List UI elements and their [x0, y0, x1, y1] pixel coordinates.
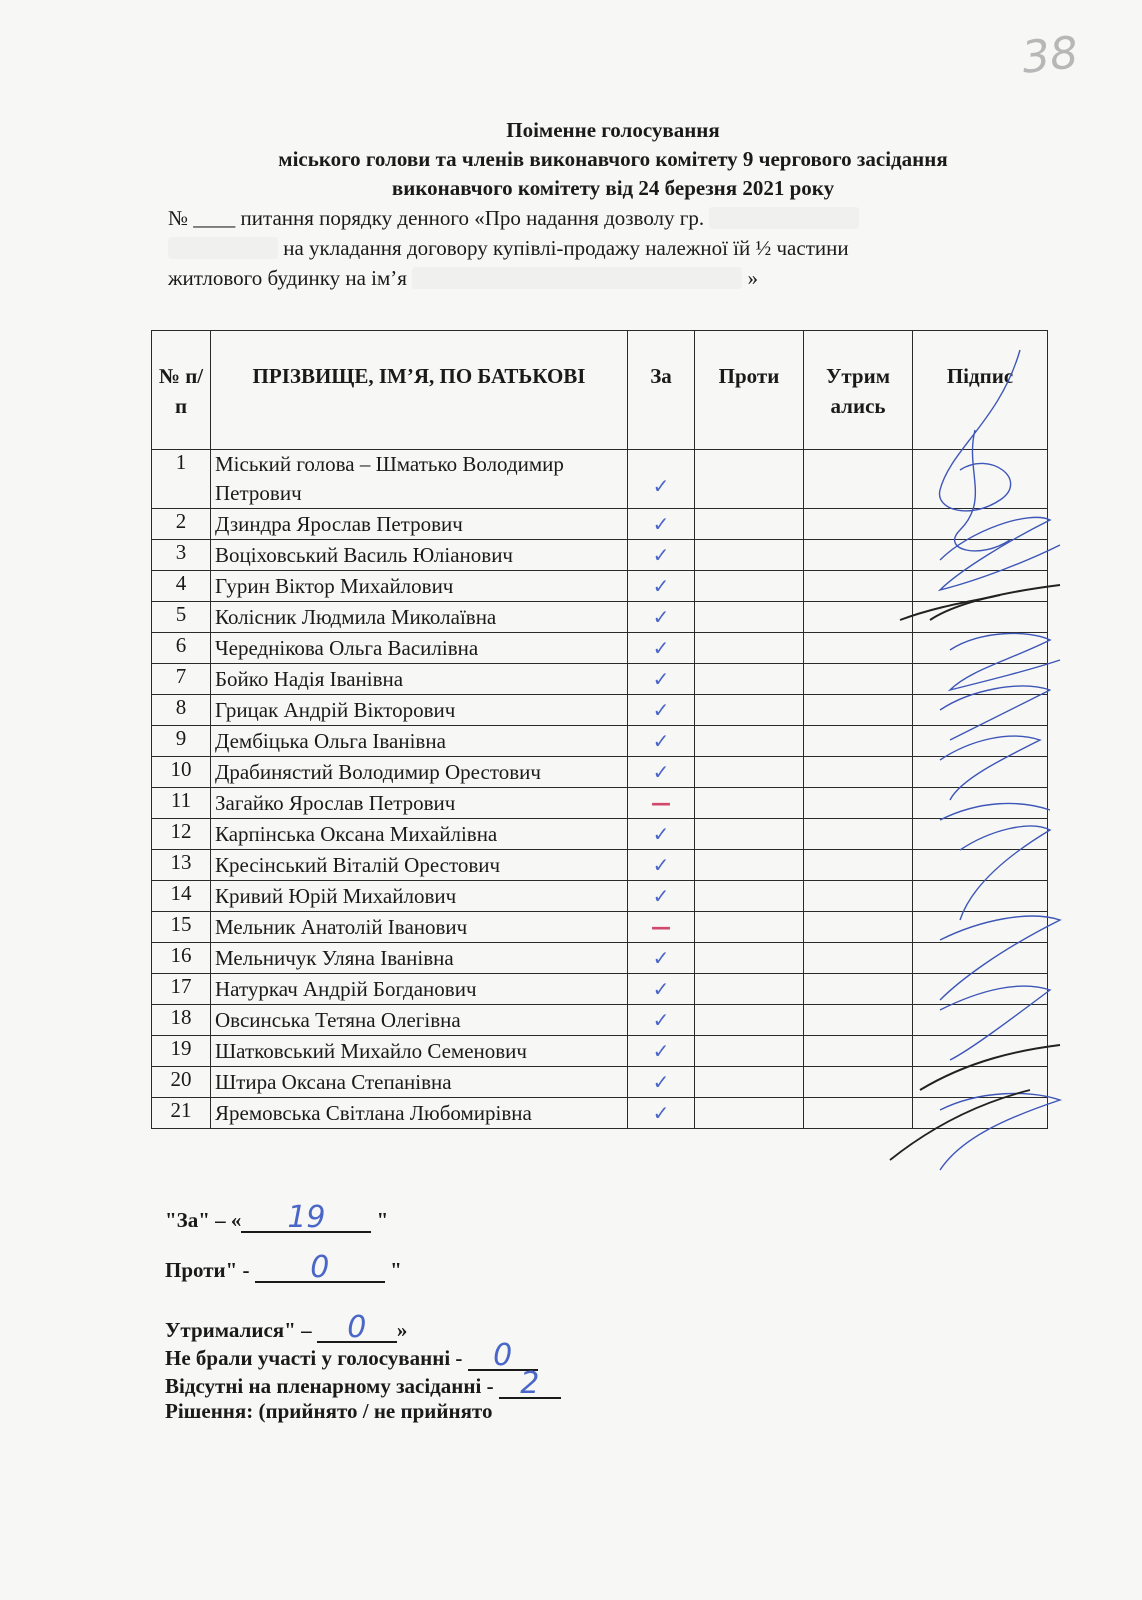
signature-cell: [913, 602, 1048, 633]
vote-against-cell: [695, 1098, 804, 1129]
row-number: 9: [152, 726, 211, 757]
check-mark-icon: ✓: [652, 976, 670, 1001]
vote-against-cell: [695, 726, 804, 757]
check-mark-icon: ✓: [652, 542, 670, 567]
member-name: Дембіцька Ольга Іванівна: [211, 726, 628, 757]
vote-abstained-cell: [804, 881, 913, 912]
vote-abstained-cell: [804, 1098, 913, 1129]
summary-not-voted-value: 0: [468, 1343, 538, 1371]
summary-against: [165, 1250, 402, 1285]
signature-cell: [913, 450, 1048, 509]
vote-for-mark: [628, 633, 695, 664]
signature-cell: [913, 850, 1048, 881]
table-row: [152, 757, 1048, 788]
check-mark-icon: ✓: [652, 852, 670, 877]
signature-cell: [913, 695, 1048, 726]
check-mark-icon: ✓: [652, 511, 670, 536]
redacted-name: [709, 207, 859, 229]
member-name: Мельничук Уляна Іванівна: [211, 943, 628, 974]
member-name: Шатковський Михайло Семенович: [211, 1036, 628, 1067]
vote-abstained-cell: [804, 726, 913, 757]
vote-against-cell: [695, 850, 804, 881]
vote-abstained-cell: [804, 695, 913, 726]
redacted-owner: [412, 267, 742, 289]
vote-for-mark: [628, 943, 695, 974]
check-mark-icon: ✓: [652, 697, 670, 722]
table-row: [152, 571, 1048, 602]
table-row: [152, 540, 1048, 571]
summary-not-voted-label: Не брали участі у голосуванні -: [165, 1346, 463, 1370]
vote-abstained-cell: [804, 974, 913, 1005]
signature-cell: [913, 509, 1048, 540]
vote-abstained-cell: [804, 1005, 913, 1036]
vote-abstained-cell: [804, 819, 913, 850]
member-name: Яремовська Світлана Любомирівна: [211, 1098, 628, 1129]
vote-for-mark: [628, 695, 695, 726]
vote-for-mark: [628, 757, 695, 788]
summary-absent-label: Відсутні на пленарному засіданні -: [165, 1374, 494, 1398]
dash-mark: —: [651, 790, 671, 815]
check-mark-icon: ✓: [652, 573, 670, 598]
table-row: [152, 664, 1048, 695]
header-for: За: [628, 331, 695, 450]
row-number: 2: [152, 509, 211, 540]
check-mark-icon: ✓: [652, 1007, 670, 1032]
table-row: [152, 881, 1048, 912]
vote-against-cell: [695, 633, 804, 664]
table-row: [152, 1005, 1048, 1036]
row-number: 12: [152, 819, 211, 850]
header-signature: Підпис: [913, 331, 1048, 450]
summary-against-value: 0: [255, 1255, 385, 1283]
row-number: 20: [152, 1067, 211, 1098]
vote-for-mark: [628, 850, 695, 881]
table-row: [152, 509, 1048, 540]
vote-abstained-cell: [804, 450, 913, 509]
table-row: [152, 788, 1048, 819]
vote-abstained-cell: [804, 943, 913, 974]
signature-cell: [913, 788, 1048, 819]
vote-abstained-cell: [804, 757, 913, 788]
signature-cell: [913, 1067, 1048, 1098]
vote-against-cell: [695, 881, 804, 912]
row-number: 8: [152, 695, 211, 726]
table-row: [152, 1067, 1048, 1098]
summary-abstained: [165, 1310, 408, 1345]
summary-absent: [165, 1366, 561, 1401]
member-name: Овсинська Тетяна Олегівна: [211, 1005, 628, 1036]
signature-cell: [913, 571, 1048, 602]
member-name: Дзиндра Ярослав Петрович: [211, 509, 628, 540]
row-number: 14: [152, 881, 211, 912]
row-number: 15: [152, 912, 211, 943]
header-abstained: Утрим ались: [804, 331, 913, 450]
vote-for-mark: [628, 726, 695, 757]
signature-cell: [913, 664, 1048, 695]
vote-against-cell: [695, 571, 804, 602]
signature-cell: [913, 1005, 1048, 1036]
vote-against-cell: [695, 788, 804, 819]
member-name: Міський голова – Шматько Володимир Петрович: [211, 450, 628, 509]
vote-abstained-cell: [804, 633, 913, 664]
agenda-item-line2: на укладання договору купівлі-продажу належної їй ½ частини: [283, 236, 849, 260]
header-name: ПРІЗВИЩЕ, ІМ’Я, ПО БАТЬКОВІ: [211, 331, 628, 450]
vote-for-mark: [628, 1067, 695, 1098]
member-name: Гурин Віктор Михайлович: [211, 571, 628, 602]
vote-abstained-cell: [804, 571, 913, 602]
summary-for-value: 19: [241, 1205, 371, 1233]
row-number: 5: [152, 602, 211, 633]
table-row: [152, 912, 1048, 943]
row-number: 11: [152, 788, 211, 819]
member-name: Колісник Людмила Миколаївна: [211, 602, 628, 633]
summary-abstained-close: »: [396, 1318, 408, 1342]
check-mark-icon: ✓: [652, 635, 670, 660]
vote-against-cell: [695, 602, 804, 633]
signature-cell: [913, 633, 1048, 664]
vote-against-cell: [695, 943, 804, 974]
member-name: Штира Оксана Степанівна: [211, 1067, 628, 1098]
vote-for-mark: [628, 1098, 695, 1129]
agenda-item-line1: № ____ питання порядку денного «Про надання дозволу гр.: [168, 206, 705, 230]
vote-abstained-cell: [804, 912, 913, 943]
signature-cell: [913, 974, 1048, 1005]
vote-for-mark: [628, 788, 695, 819]
member-name: Мельник Анатолій Іванович: [211, 912, 628, 943]
check-mark-icon: ✓: [652, 728, 670, 753]
vote-abstained-cell: [804, 540, 913, 571]
member-name: Загайко Ярослав Петрович: [211, 788, 628, 819]
vote-for-mark: [628, 571, 695, 602]
table-row: [152, 850, 1048, 881]
table-row: [152, 974, 1048, 1005]
check-mark-icon: ✓: [652, 945, 670, 970]
vote-against-cell: [695, 540, 804, 571]
check-mark-icon: ✓: [652, 1069, 670, 1094]
row-number: 19: [152, 1036, 211, 1067]
check-mark-icon: ✓: [652, 759, 670, 784]
check-mark-icon: ✓: [652, 883, 670, 908]
header-against: Проти: [695, 331, 804, 450]
redacted-name-2: [168, 237, 278, 259]
signature-cell: [913, 943, 1048, 974]
document-subtitle-2: виконавчого комітету від 24 березня 2021 року: [391, 176, 835, 200]
member-name: Череднікова Ольга Василівна: [211, 633, 628, 664]
summary-abstained-label: Утрималися" –: [165, 1318, 312, 1342]
check-mark-icon: ✓: [652, 473, 670, 498]
summary-against-close: ": [390, 1258, 402, 1282]
summary-decision-label: Рішення: (прийнято / не прийнято: [165, 1399, 493, 1423]
check-mark-icon: ✓: [652, 821, 670, 846]
member-name: Воціховський Василь Юліанович: [211, 540, 628, 571]
table-row: [152, 726, 1048, 757]
summary-for: [165, 1200, 389, 1235]
table-row: [152, 1098, 1048, 1129]
vote-against-cell: [695, 1036, 804, 1067]
signature-cell: [913, 540, 1048, 571]
row-number: 18: [152, 1005, 211, 1036]
vote-against-cell: [695, 695, 804, 726]
member-name: Карпінська Оксана Михайлівна: [211, 819, 628, 850]
row-number: 4: [152, 571, 211, 602]
agenda-item-line3: житлового будинку на ім’я: [168, 266, 407, 290]
check-mark-icon: ✓: [652, 1038, 670, 1063]
vote-against-cell: [695, 974, 804, 1005]
member-name: Кривий Юрій Михайлович: [211, 881, 628, 912]
check-mark-icon: ✓: [652, 604, 670, 629]
vote-for-mark: [628, 664, 695, 695]
row-number: 17: [152, 974, 211, 1005]
summary-for-label: "За" – «: [165, 1208, 242, 1232]
row-number: 7: [152, 664, 211, 695]
header-num: № п/п: [152, 331, 211, 450]
table-row: [152, 450, 1048, 509]
table-row: [152, 633, 1048, 664]
vote-abstained-cell: [804, 664, 913, 695]
summary-not-voted: [165, 1338, 538, 1373]
vote-table: [151, 330, 1048, 1129]
signature-cell: [913, 881, 1048, 912]
row-number: 16: [152, 943, 211, 974]
row-number: 21: [152, 1098, 211, 1129]
vote-for-mark: [628, 1005, 695, 1036]
vote-against-cell: [695, 912, 804, 943]
table-row: [152, 602, 1048, 633]
signature-cell: [913, 912, 1048, 943]
vote-against-cell: [695, 1067, 804, 1098]
member-name: Кресінський Віталій Орестович: [211, 850, 628, 881]
vote-for-mark: [628, 509, 695, 540]
table-row: [152, 819, 1048, 850]
vote-abstained-cell: [804, 1067, 913, 1098]
dash-mark: —: [651, 914, 671, 939]
row-number: 6: [152, 633, 211, 664]
vote-for-mark: [628, 881, 695, 912]
row-number: 13: [152, 850, 211, 881]
page-number: 38: [1019, 27, 1081, 84]
row-number: 10: [152, 757, 211, 788]
signature-cell: [913, 819, 1048, 850]
summary-decision: [165, 1399, 492, 1424]
vote-against-cell: [695, 757, 804, 788]
summary-absent-value: 2: [499, 1371, 561, 1399]
member-name: Грицак Андрій Вікторович: [211, 695, 628, 726]
row-number: 1: [152, 450, 211, 509]
signature-cell: [913, 1036, 1048, 1067]
vote-against-cell: [695, 664, 804, 695]
vote-abstained-cell: [804, 850, 913, 881]
document-subtitle-1: міського голови та членів виконавчого комітету 9 чергового засідання: [278, 147, 948, 171]
vote-abstained-cell: [804, 509, 913, 540]
vote-abstained-cell: [804, 602, 913, 633]
row-number: 3: [152, 540, 211, 571]
vote-for-mark: [628, 540, 695, 571]
member-name: Бойко Надія Іванівна: [211, 664, 628, 695]
agenda-item-close: »: [747, 266, 758, 290]
summary-abstained-value: 0: [317, 1315, 397, 1343]
signature-cell: [913, 757, 1048, 788]
signature-cell: [913, 726, 1048, 757]
vote-for-mark: [628, 1036, 695, 1067]
document-title: Поіменне голосування: [506, 118, 720, 142]
vote-against-cell: [695, 819, 804, 850]
table-row: [152, 1036, 1048, 1067]
member-name: Натуркач Андрій Богданович: [211, 974, 628, 1005]
table-row: [152, 943, 1048, 974]
summary-against-label: Проти" -: [165, 1258, 250, 1282]
vote-abstained-cell: [804, 1036, 913, 1067]
agenda-item: [168, 203, 1058, 293]
vote-for-mark: [628, 450, 695, 509]
vote-for-mark: [628, 819, 695, 850]
signature-cell: [913, 1098, 1048, 1129]
vote-abstained-cell: [804, 788, 913, 819]
vote-against-cell: [695, 1005, 804, 1036]
member-name: Драбинястий Володимир Орестович: [211, 757, 628, 788]
summary-for-close: ": [376, 1208, 389, 1232]
vote-for-mark: [628, 602, 695, 633]
vote-against-cell: [695, 509, 804, 540]
check-mark-icon: ✓: [652, 666, 670, 691]
table-row: [152, 695, 1048, 726]
vote-for-mark: [628, 974, 695, 1005]
table-header-row: [152, 331, 1048, 450]
vote-against-cell: [695, 450, 804, 509]
document-header: [168, 116, 1058, 293]
vote-for-mark: [628, 912, 695, 943]
check-mark-icon: ✓: [652, 1100, 670, 1125]
